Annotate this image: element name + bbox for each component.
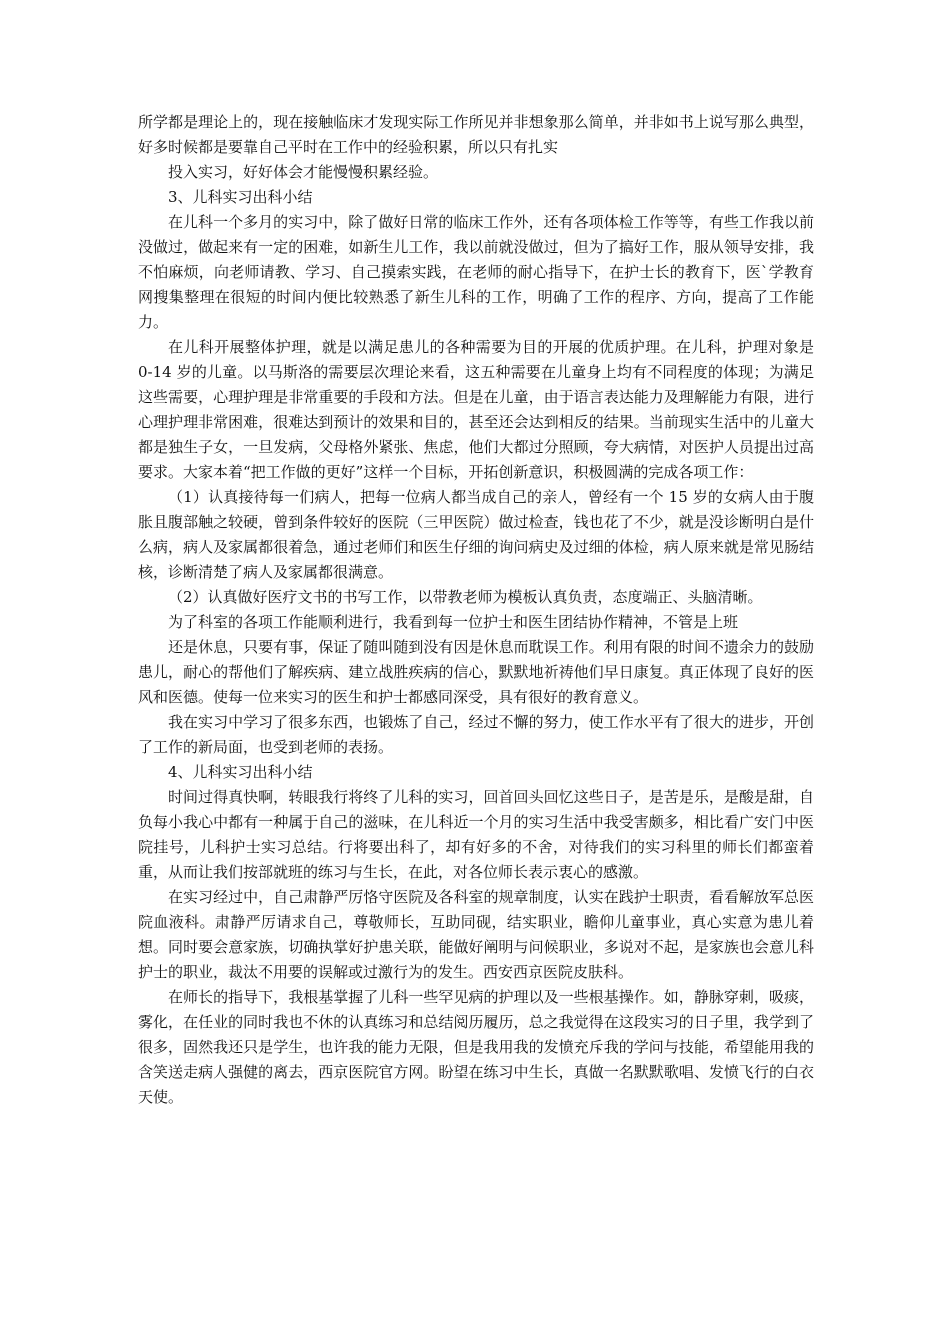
document-body bbox=[138, 110, 814, 1110]
paragraph: 为了科室的各项工作能顺利进行，我看到每一位护士和医生团结协作精神，不管是上班 bbox=[168, 613, 739, 631]
paragraph: 在实习经过中，自己肃静严厉恪守医院及各科室的规章制度，认实在践护士职责，看看解放军总医院血液科。肃静严厉请求自己，尊敬师长，互助同砚，结实职业，瞻仰儿童事业，真心实意为患儿着想。同时要会意家族，切确执掌好护患关联，能做好阐明与问候职业，多说对不起，是家族也会意儿科护士的职业，裁汰不用要的误解或过激行为的发生。西安西京医院皮肤科。 bbox=[138, 888, 814, 981]
list-item: （2）认真做好医疗文书的书写工作，以带教老师为模板认真负责，态度端正、头脑清晰。 bbox=[168, 588, 763, 606]
paragraph: 还是休息，只要有事，保证了随叫随到没有因是休息而耽误工作。利用有限的时间不遗余力的鼓励患儿，耐心的帮他们了解疾病、建立战胜疾病的信心，默默地祈祷他们早日康复。真正体现了良好的医风和医德。使每一位来实习的医生和护士都感同深受，具有很好的教育意义。 bbox=[138, 638, 814, 706]
section-heading: 3、儿科实习出科小结 bbox=[168, 188, 313, 206]
paragraph: 我在实习中学习了很多东西，也锻炼了自己，经过不懈的努力，使工作水平有了很大的进步，开创了工作的新局面，也受到老师的表扬。 bbox=[138, 713, 814, 756]
paragraph: 所学都是理论上的，现在接触临床才发现实际工作所见并非想象那么简单，并非如书上说写那么典型，好多时候都是要靠自己平时在工作中的经验积累，所以只有扎实 bbox=[138, 113, 814, 156]
list-item: （1）认真接待每一们病人，把每一位病人都当成自己的亲人，曾经有一个 15 岁的女病人由于腹胀且腹部触之较硬，曾到条件较好的医院（三甲医院）做过检查，钱也花了不少，就是没诊断明白是什么病，病人及家属都很着急，通过老师们和医生仔细的询问病史及过细的体检，病人原来就是常见肠结核，诊断清楚了病人及家属都很满意。 bbox=[138, 488, 814, 581]
paragraph: 投入实习，好好体会才能慢慢积累经验。 bbox=[168, 163, 439, 181]
paragraph: 时间过得真快啊，转眼我行将终了儿科的实习，回首回头回忆这些日子，是苦是乐，是酸是甜，自负每小我心中都有一种属于自己的滋味，在儿科近一个月的实习生活中我受害颇多，相比看广安门中医院挂号，儿科护士实习总结。行将要出科了，却有好多的不舍，对待我们的实习科里的师长们都蛮着重，从而让我们按部就班的练习与生长，在此，对各位师长表示衷心的感激。 bbox=[138, 788, 814, 881]
section-heading: 4、儿科实习出科小结 bbox=[168, 763, 313, 781]
paragraph: 在儿科开展整体护理，就是以满足患儿的各种需要为目的开展的优质护理。在儿科，护理对象是 0-14 岁的儿童。以马斯洛的需要层次理论来看，这五种需要在儿童身上均有不同程度的体现；为满足这些需要，心理护理是非常重要的手段和方法。但是在儿童，由于语言表达能力及理解能力有限，进行心理护理非常困难，很难达到预计的效果和目的，甚至还会达到相反的结果。当前现实生活中的儿童大都是独生子女，一旦发病，父母格外紧张、焦虑，他们大都过分照顾，夸大病情，对医护人员提出过高要求。大家本着“把工作做的更好”这样一个目标，开拓创新意识，积极圆满的完成各项工作： bbox=[138, 338, 814, 481]
paragraph: 在儿科一个多月的实习中，除了做好日常的临床工作外，还有各项体检工作等等，有些工作我以前没做过，做起来有一定的困难，如新生儿工作，我以前就没做过，但为了搞好工作，服从领导安排，我不怕麻烦，向老师请教、学习、自己摸索实践，在老师的耐心指导下，在护士长的教育下，医`学教育网搜集整理在很短的时间内便比较熟悉了新生儿科的工作，明确了工作的程序、方向，提高了工作能力。 bbox=[138, 213, 814, 331]
paragraph: 在师长的指导下，我根基掌握了儿科一些罕见病的护理以及一些根基操作。如，静脉穿刺，吸痰，雾化，在任业的同时我也不休的认真练习和总结阅历履历，总之我觉得在这段实习的日子里，我学到了很多，固然我还只是学生，也许我的能力无限，但是我用我的发愤充斥我的学问与技能，希望能用我的含笑送走病人强健的离去，西京医院官方网。盼望在练习中生长，真做一名默默歌唱、发愤飞行的白衣天使。 bbox=[138, 988, 814, 1106]
